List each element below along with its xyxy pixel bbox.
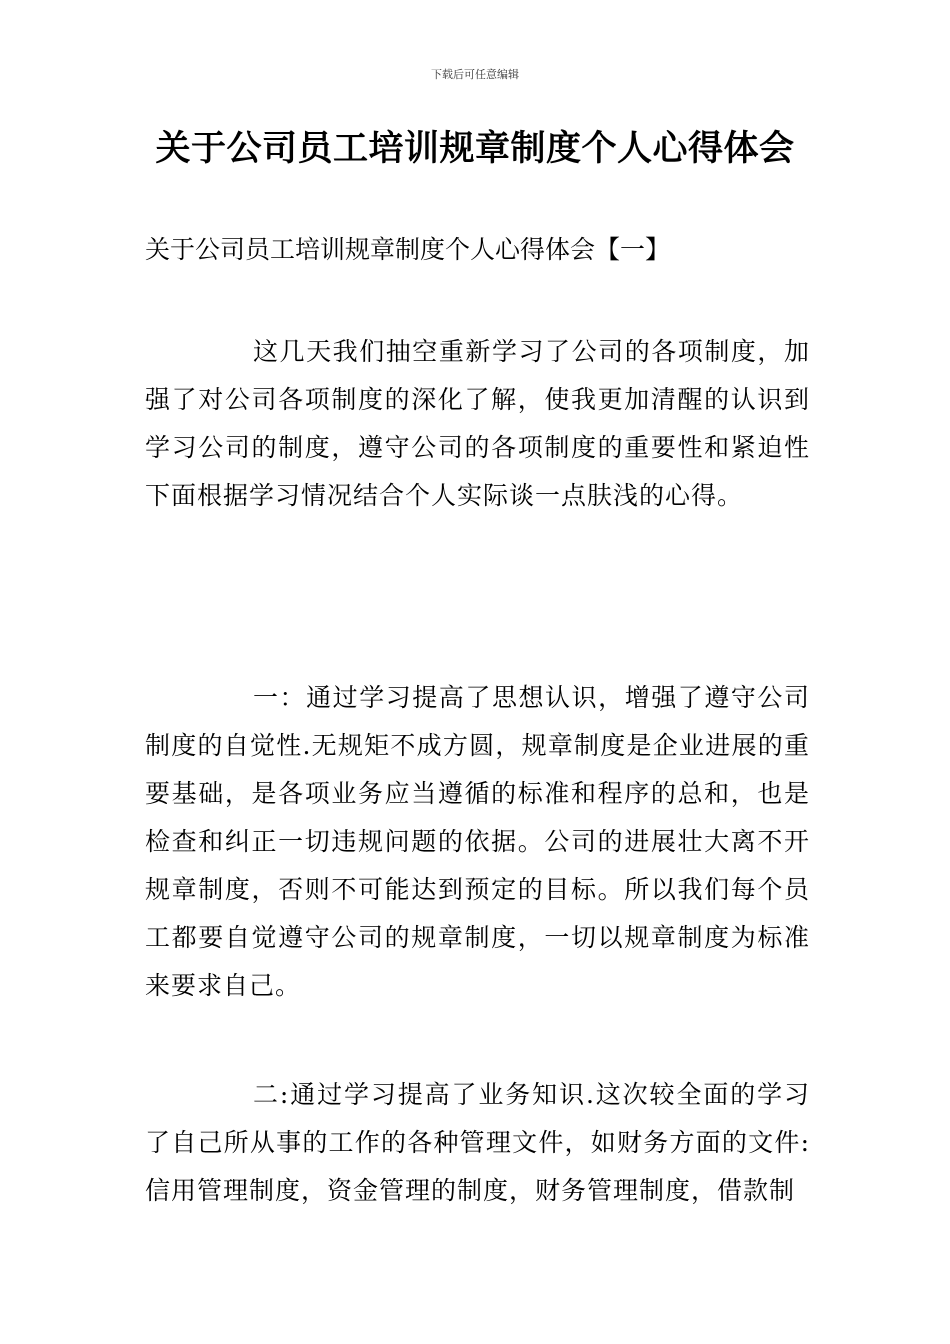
section-subtitle: 关于公司员工培训规章制度个人心得体会【一】 <box>145 235 671 264</box>
document-title: 关于公司员工培训规章制度个人心得体会 <box>155 129 795 169</box>
paragraph-point-two: 二:通过学习提高了业务知识.这次较全面的学习了自己所从事的工作的各种管理文件，如财务方面的文件:信用管理制度，资金管理的制度，财务管理制度，借款制 <box>145 1080 810 1205</box>
paragraph-point-one: 一：通过学习提高了思想认识，增强了遵守公司制度的自觉性.无规矩不成方圆，规章制度是企业进展的重要基础，是各项业务应当遵循的标准和程序的总和，也是检查和纠正一切违规问题的依据。公司的进展壮大离不开规章制度，否则不可能达到预定的目标。所以我们每个员工都要自觉遵守公司的规章制度，一切以规章制度为标准来要求自己。 <box>145 683 810 1000</box>
paragraph-intro: 这几天我们抽空重新学习了公司的各项制度，加强了对公司各项制度的深化了解，使我更加清醒的认识到学习公司的制度，遵守公司的各项制度的重要性和紧迫性下面根据学习情况结合个人实际谈一点肤浅的心得。 <box>145 337 810 510</box>
header-note: 下载后可任意编辑 <box>431 68 519 81</box>
